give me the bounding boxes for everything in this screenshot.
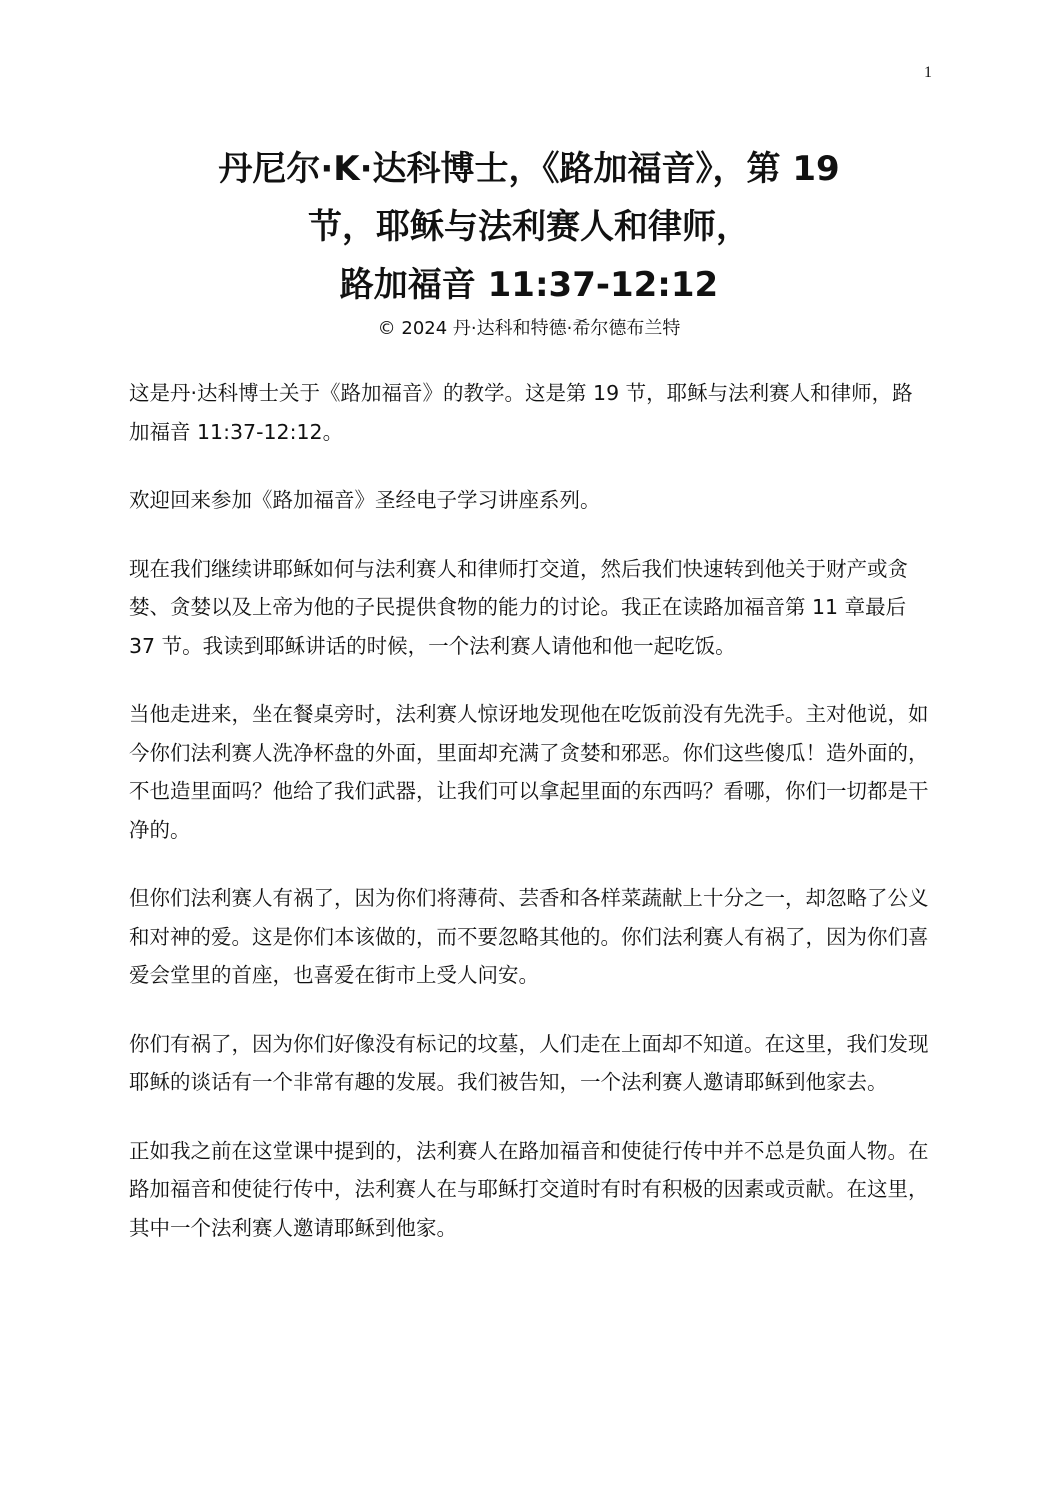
title-line-3: 路加福音 11:37-12:12 (339, 265, 719, 305)
document-body (129, 374, 929, 1277)
paragraph: 现在我们继续讲耶稣如何与法利赛人和律师打交道，然后我们快速转到他关于财产或贪婪、贪婪以及上帝为他的子民提供食物的能力的讨论。我正在读路加福音第 11 章最后 37 节。我读到耶稣讲话的时候，一个法利赛人请他和他一起吃饭。 (129, 556, 908, 658)
title-line-2: 节，耶稣与法利赛人和律师， (308, 207, 750, 247)
page-number: 1 (924, 64, 932, 81)
copyright-notice: © 2024 丹·达科和特德·希尔德布兰特 (377, 318, 681, 339)
paragraph: 你们有祸了，因为你们好像没有标记的坟墓，人们走在上面却不知道。在这里，我们发现耶稣的谈话有一个非常有趣的发展。我们被告知，一个法利赛人邀请耶稣到他家去。 (129, 1031, 929, 1094)
paragraph: 但你们法利赛人有祸了，因为你们将薄荷、芸香和各样菜蔬献上十分之一，却忽略了公义和对神的爱。这是你们本该做的，而不要忽略其他的。你们法利赛人有祸了，因为你们喜爱会堂里的首座，也喜爱在街市上受人问安。 (129, 886, 929, 987)
document-header (100, 140, 958, 342)
paragraph: 正如我之前在这堂课中提到的，法利赛人在路加福音和使徒行传中并不总是负面人物。在路加福音和使徒行传中，法利赛人在与耶稣打交道时有时有积极的因素或贡献。在这里，其中一个法利赛人邀请耶稣到他家。 (129, 1138, 929, 1240)
paragraph-intro: 这是丹·达科博士关于《路加福音》的教学。这是第 19 节，耶稣与法利赛人和律师，路加福音 11:37-12:12。 (129, 381, 913, 444)
paragraph: 当他走进来，坐在餐桌旁时，法利赛人惊讶地发现他在吃饭前没有先洗手。主对他说，如今你们法利赛人洗净杯盘的外面，里面却充满了贪婪和邪恶。你们这些傻瓜！造外面的，不也造里面吗？他给了我们武器，让我们可以拿起里面的东西吗？看哪，你们一切都是干净的。 (129, 702, 929, 842)
title-line-1: 丹尼尔·K·达科博士，《路加福音》，第 19 (218, 149, 840, 189)
paragraph-welcome: 欢迎回来参加《路加福音》圣经电子学习讲座系列。 (129, 488, 601, 512)
